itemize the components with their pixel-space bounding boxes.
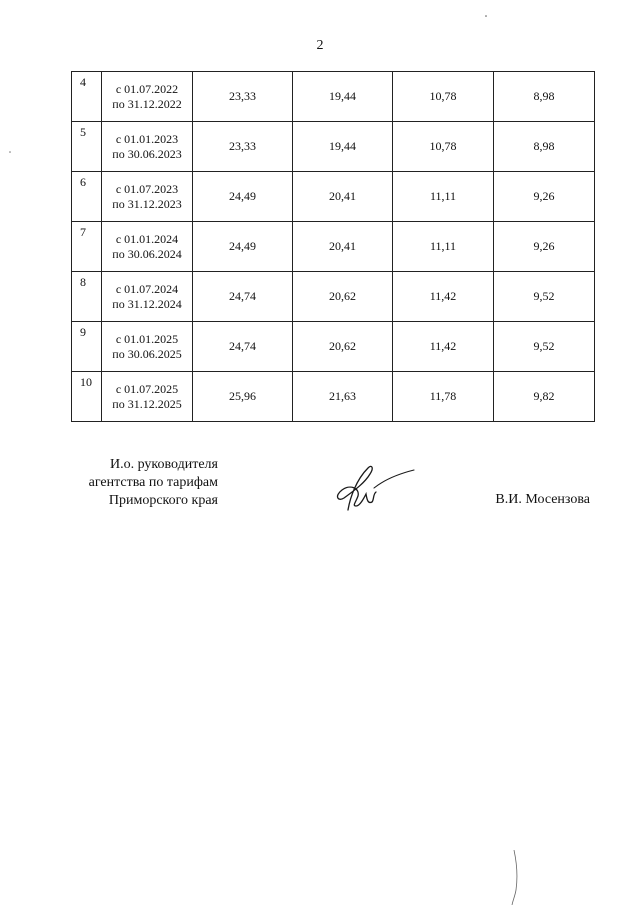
- period-to: по 31.12.2024: [112, 296, 182, 311]
- row-number: 7: [72, 222, 102, 272]
- value-cell-3: 11,78: [393, 372, 494, 422]
- value-cell-2: 20,62: [293, 272, 393, 322]
- value-cell-2: 19,44: [293, 122, 393, 172]
- period-from: с 01.01.2023: [115, 131, 179, 146]
- period-from: с 01.07.2023: [115, 181, 179, 196]
- value-cell-4: 9,26: [494, 222, 595, 272]
- table-row: [72, 122, 595, 172]
- period-cell: [102, 272, 193, 322]
- tariff-table-body: [72, 72, 595, 422]
- value-cell-4: 9,52: [494, 272, 595, 322]
- signatory-title-line-1: И.о. руководителя: [109, 457, 218, 472]
- table-row: [72, 272, 595, 322]
- value-cell-1: 24,74: [193, 322, 293, 372]
- period-cell: [102, 122, 193, 172]
- value-cell-1: 24,74: [193, 272, 293, 322]
- table-row: [72, 372, 595, 422]
- period-from: с 01.01.2024: [115, 231, 179, 246]
- value-cell-2: 21,63: [293, 372, 393, 422]
- table-row: [72, 222, 595, 272]
- period-cell: [102, 172, 193, 222]
- row-number: 10: [72, 372, 102, 422]
- value-cell-1: 23,33: [193, 72, 293, 122]
- tariff-table: [71, 71, 595, 422]
- period-from: с 01.01.2025: [115, 331, 179, 346]
- value-cell-1: 23,33: [193, 122, 293, 172]
- value-cell-3: 10,78: [393, 72, 494, 122]
- row-number: 9: [72, 322, 102, 372]
- value-cell-2: 19,44: [293, 72, 393, 122]
- value-cell-4: 9,82: [494, 372, 595, 422]
- value-cell-3: 11,11: [393, 172, 494, 222]
- value-cell-4: 9,26: [494, 172, 595, 222]
- value-cell-2: 20,41: [293, 222, 393, 272]
- row-number: 6: [72, 172, 102, 222]
- period-from: с 01.07.2022: [115, 81, 179, 96]
- period-to: по 31.12.2022: [112, 96, 182, 111]
- handwritten-signature-icon: [326, 458, 416, 514]
- value-cell-4: 8,98: [494, 72, 595, 122]
- row-number: 8: [72, 272, 102, 322]
- value-cell-3: 11,42: [393, 322, 494, 372]
- period-cell: [102, 372, 193, 422]
- table-row: [72, 322, 595, 372]
- row-number: 5: [72, 122, 102, 172]
- signatory-title-line-3: Приморского края: [108, 493, 218, 508]
- value-cell-1: 24,49: [193, 172, 293, 222]
- period-to: по 31.12.2023: [112, 196, 182, 211]
- scan-edge-mark: [508, 850, 524, 905]
- value-cell-3: 10,78: [393, 122, 494, 172]
- value-cell-1: 24,49: [193, 222, 293, 272]
- period-from: с 01.07.2025: [115, 381, 179, 396]
- signatory-title: [78, 456, 218, 510]
- period-cell: [102, 72, 193, 122]
- signatory-title-line-2: агентства по тарифам: [88, 475, 218, 490]
- value-cell-2: 20,41: [293, 172, 393, 222]
- scan-speck: [484, 14, 488, 18]
- row-number: 4: [72, 72, 102, 122]
- signatory-name: В.И. Мосензова: [495, 492, 590, 507]
- scan-speck: [8, 150, 12, 154]
- period-to: по 31.12.2025: [112, 396, 182, 411]
- period-to: по 30.06.2025: [112, 346, 182, 361]
- table-row: [72, 72, 595, 122]
- value-cell-1: 25,96: [193, 372, 293, 422]
- period-from: с 01.07.2024: [115, 281, 179, 296]
- period-cell: [102, 222, 193, 272]
- value-cell-3: 11,11: [393, 222, 494, 272]
- value-cell-4: 8,98: [494, 122, 595, 172]
- table-row: [72, 172, 595, 222]
- period-to: по 30.06.2024: [112, 246, 182, 261]
- period-to: по 30.06.2023: [112, 146, 182, 161]
- period-cell: [102, 322, 193, 372]
- value-cell-2: 20,62: [293, 322, 393, 372]
- page-number: 2: [316, 38, 324, 53]
- value-cell-3: 11,42: [393, 272, 494, 322]
- value-cell-4: 9,52: [494, 322, 595, 372]
